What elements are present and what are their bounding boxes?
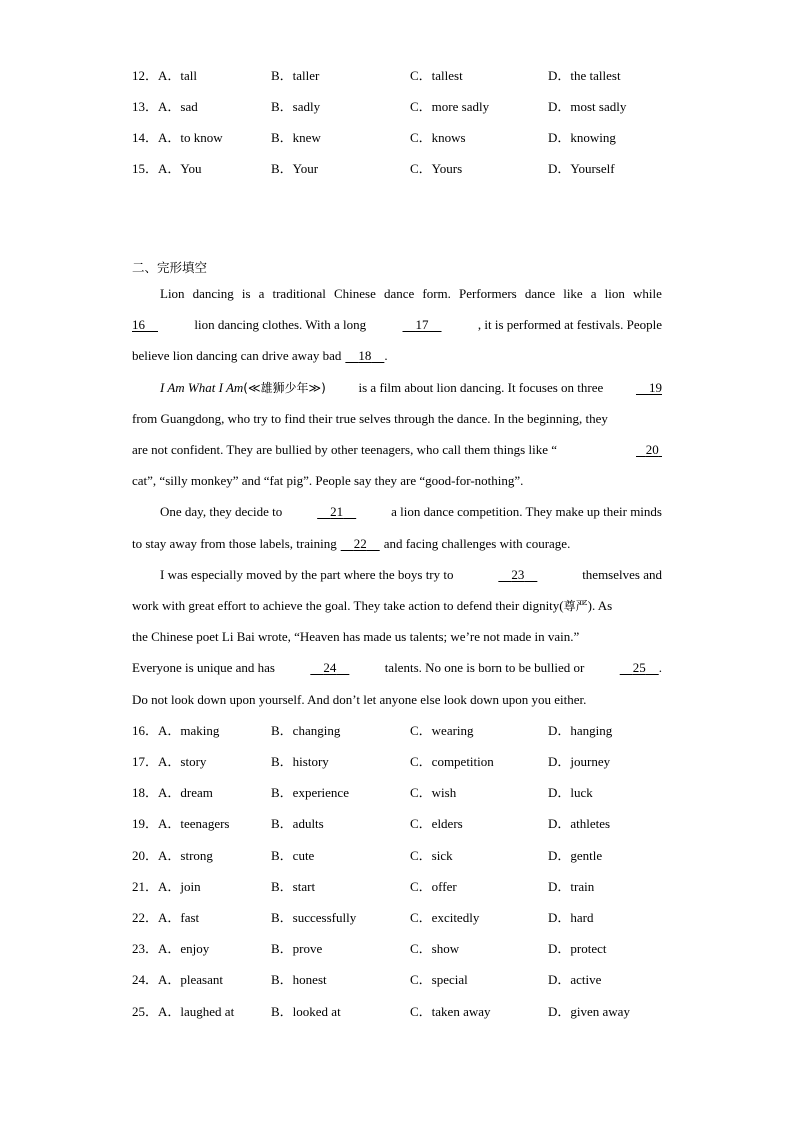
option-c: C．excitedly — [410, 910, 480, 925]
option-c: C．tallest — [410, 68, 463, 83]
passage-line — [132, 315, 662, 335]
option-b: B．cute — [271, 848, 315, 863]
option-c: C．show — [410, 941, 460, 956]
option-d: D．knowing — [548, 130, 616, 145]
blank-21: 21 — [330, 504, 344, 519]
passage-text: to stay away from those labels, training — [132, 536, 337, 551]
question-row — [132, 814, 672, 834]
passage-text: from Guangdong, who try to find their true selves through the dance. In the beginning, they — [132, 411, 608, 426]
word: Chinese — [334, 286, 376, 301]
passage-line — [132, 658, 662, 678]
passage-text: , it is performed at festivals. People — [477, 317, 662, 332]
question-row — [132, 908, 672, 928]
word: a — [590, 286, 597, 301]
option-d: D．hanging — [548, 723, 613, 738]
blank-22: 22 — [353, 536, 367, 551]
option-b: B．experience — [271, 785, 349, 800]
option-c: C．elders — [410, 816, 463, 831]
word: is — [241, 286, 251, 301]
question-number-option-a: 12．A．tall — [132, 68, 198, 83]
passage-line — [132, 409, 662, 429]
question-row — [132, 97, 672, 117]
passage-text: cat”, “silly monkey” and “fat pig”. People say they are “good-for-nothing”. — [132, 473, 524, 488]
blank-17: 17 — [415, 317, 429, 332]
passage-text: and facing challenges with courage. — [383, 536, 571, 551]
question-number-option-a: 14．A．to know — [132, 130, 223, 145]
passage-line — [132, 471, 662, 491]
word: while — [632, 286, 662, 301]
word: dance — [524, 286, 556, 301]
option-b: B．sadly — [271, 99, 321, 114]
blank-25-group: 25 . — [620, 658, 662, 678]
passage-text: lion dancing clothes. With a long — [194, 317, 367, 332]
question-number-option-a: 22．A．fast — [132, 910, 200, 925]
passage-text: Everyone is unique and has — [132, 660, 275, 675]
option-d: D．given away — [548, 1004, 630, 1019]
option-c: C．wearing — [410, 723, 474, 738]
word: like — [563, 286, 583, 301]
passage-text: Do not look down upon yourself. And don’t let anyone else look down upon you either. — [132, 692, 587, 707]
passage-text: One day, they decide to — [160, 504, 283, 519]
option-d: D．protect — [548, 941, 607, 956]
question-row — [132, 66, 672, 86]
option-d: D．journey — [548, 754, 611, 769]
option-c: C．taken away — [410, 1004, 491, 1019]
option-b: B．knew — [271, 130, 321, 145]
option-d: D．active — [548, 972, 602, 987]
blank-18: 18 — [358, 348, 372, 363]
question-number-option-a: 25．A．laughed at — [132, 1004, 235, 1019]
word: dance — [383, 286, 415, 301]
option-b: B．Your — [271, 161, 319, 176]
option-d: D．hard — [548, 910, 594, 925]
question-number-option-a: 18．A．dream — [132, 785, 213, 800]
option-d: D．the tallest — [548, 68, 621, 83]
passage-text: believe lion dancing can drive away bad — [132, 348, 342, 363]
question-row — [132, 877, 672, 897]
blank-16: 16 — [132, 317, 145, 332]
word: dancing — [192, 286, 234, 301]
question-number-option-a: 21．A．join — [132, 879, 201, 894]
option-b: B．honest — [271, 972, 327, 987]
passage-text: is a film about lion dancing. It focuses on three — [358, 380, 604, 395]
option-c: C．knows — [410, 130, 466, 145]
blank-20: 20 — [645, 442, 659, 457]
option-b: B．looked at — [271, 1004, 341, 1019]
blank-25: 25 — [632, 660, 646, 675]
passage-line — [160, 565, 662, 585]
question-row — [132, 846, 672, 866]
question-row — [132, 1002, 672, 1022]
passage-line — [132, 690, 662, 710]
passage-line — [132, 534, 662, 554]
passage-text: themselves and — [582, 567, 662, 582]
question-row — [132, 128, 672, 148]
question-number-option-a: 15．A．You — [132, 161, 202, 176]
blank-24: 24 — [323, 660, 337, 675]
word: Performers — [458, 286, 517, 301]
question-number-option-a: 20．A．strong — [132, 848, 213, 863]
passage-line — [132, 346, 662, 366]
option-c: C．competition — [410, 754, 494, 769]
option-d: D．Yourself — [548, 161, 615, 176]
passage-text: the Chinese poet Li Bai wrote, “Heaven has made us talents; we’re not made in vain.” — [132, 629, 580, 644]
passage-text: . — [384, 348, 388, 363]
passage-line — [132, 440, 662, 460]
option-b: B．changing — [271, 723, 341, 738]
question-number-option-a: 13．A．sad — [132, 99, 198, 114]
passage-line — [160, 502, 662, 522]
film-title: I Am What I Am(≪雄狮少年≫) — [160, 380, 326, 395]
question-number-option-a: 17．A．story — [132, 754, 207, 769]
option-c: C．sick — [410, 848, 453, 863]
option-b: B．prove — [271, 941, 323, 956]
passage-line — [160, 284, 662, 304]
passage-line — [132, 596, 662, 616]
word: traditional — [272, 286, 326, 301]
passage-line — [132, 627, 662, 647]
word: Lion — [160, 286, 185, 301]
option-d: D．athletes — [548, 816, 611, 831]
question-number-option-a: 24．A．pleasant — [132, 972, 223, 987]
option-b: B．successfully — [271, 910, 357, 925]
option-c: C．special — [410, 972, 468, 987]
option-c: C．Yours — [410, 161, 463, 176]
option-b: B．taller — [271, 68, 320, 83]
option-d: D．luck — [548, 785, 593, 800]
passage-text: a lion dance competition. They make up their minds — [391, 504, 662, 519]
option-b: B．start — [271, 879, 316, 894]
option-c: C．wish — [410, 785, 457, 800]
blank-23: 23 — [511, 567, 525, 582]
word: a — [258, 286, 265, 301]
question-number-option-a: 19．A．teenagers — [132, 816, 230, 831]
question-row — [132, 752, 672, 772]
option-c: C．more sadly — [410, 99, 490, 114]
option-b: B．adults — [271, 816, 324, 831]
passage-text: talents. No one is born to be bullied or — [384, 660, 585, 675]
question-row — [132, 783, 672, 803]
option-d: D．train — [548, 879, 595, 894]
question-number-option-a: 16．A．making — [132, 723, 220, 738]
option-d: D．most sadly — [548, 99, 627, 114]
passage-text: I was especially moved by the part where the boys try to — [160, 567, 454, 582]
word: form. — [422, 286, 451, 301]
option-d: D．gentle — [548, 848, 603, 863]
question-row — [132, 939, 672, 959]
question-row — [132, 721, 672, 741]
option-b: B．history — [271, 754, 329, 769]
option-c: C．offer — [410, 879, 457, 894]
passage-line — [160, 378, 662, 398]
passage-text: are not confident. They are bullied by other teenagers, who call them things like “ — [132, 442, 558, 457]
section-heading: 二、完形填空 — [132, 260, 208, 275]
word: lion — [604, 286, 625, 301]
question-number-option-a: 23．A．enjoy — [132, 941, 210, 956]
blank-19: 19 — [648, 380, 662, 395]
question-row — [132, 159, 672, 179]
passage-text: work with great effort to achieve the goal. They take action to defend their dignity(尊严). As — [132, 598, 613, 613]
question-row — [132, 970, 672, 990]
